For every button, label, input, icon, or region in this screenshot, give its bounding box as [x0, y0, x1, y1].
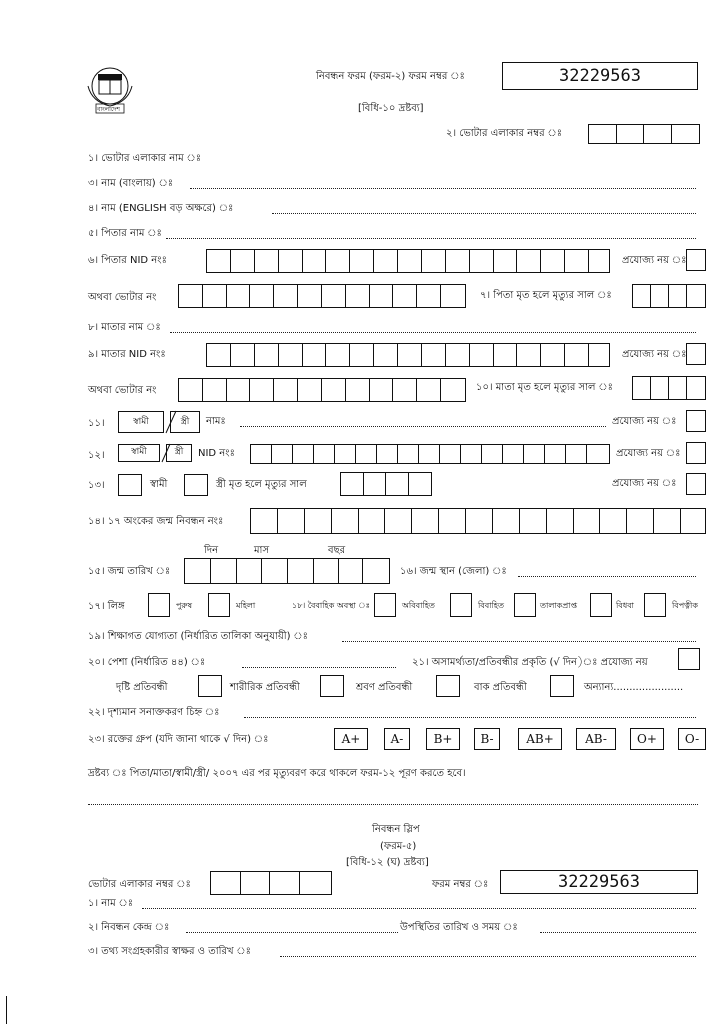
- field-9-mother-nid: ৯। মাতার NID নংঃ: [88, 349, 166, 360]
- slip-title: নিবন্ধন স্লিপ: [372, 824, 420, 835]
- slip-area-number-label: ভোটার এলাকার নম্বর ঃ: [88, 879, 191, 890]
- disability-physical-label: শারীরিক প্রতিবন্ধী: [230, 682, 300, 693]
- father-nid-boxes[interactable]: [206, 249, 610, 273]
- marital-married-checkbox[interactable]: [450, 593, 472, 617]
- education-input[interactable]: [342, 641, 696, 642]
- blood-group-b-neg[interactable]: B-: [474, 728, 500, 750]
- marital-widower-label: বিপত্নীক: [672, 601, 698, 610]
- blood-group-a-pos[interactable]: A+: [334, 728, 368, 750]
- blood-group-a-neg[interactable]: A-: [384, 728, 410, 750]
- gender-male-label: পুরুষ: [176, 601, 192, 610]
- field-9b-mother-voter-no: অথবা ভোটার নং: [88, 385, 157, 396]
- slip-form-number-box: 32229563: [500, 870, 698, 894]
- disability-hearing-checkbox[interactable]: [436, 675, 460, 697]
- field-15-dob: ১৫। জন্ম তারিখ ঃ: [88, 566, 171, 577]
- area-number-label: ২। ভোটার এলাকার নম্বর ঃ: [446, 128, 563, 139]
- field-11-label: ১১।: [88, 418, 105, 429]
- field-17-gender: ১৭। লিঙ্গ: [88, 601, 125, 612]
- slip-form-number-label: ফরম নম্বর ঃ: [432, 879, 489, 890]
- field-16-birth-district: ১৬। জন্ম স্থান (জেলা) ঃ: [400, 566, 507, 577]
- form-title: নিবন্ধন ফরম (ফরম-২) ফরম নম্বর ঃ: [316, 71, 465, 82]
- scan-edge-mark: [6, 996, 7, 1024]
- name-english-input[interactable]: [272, 213, 696, 214]
- ec-logo: [84, 64, 136, 116]
- marital-divorced-checkbox[interactable]: [514, 593, 536, 617]
- slip-subtitle: (ফরম-৫): [380, 841, 417, 852]
- slip-name-input[interactable]: [142, 908, 696, 909]
- gender-male-checkbox[interactable]: [148, 593, 170, 617]
- mother-nid-na-checkbox[interactable]: [686, 343, 706, 365]
- marital-unmarried-label: অবিবাহিত: [402, 601, 435, 610]
- wife-death-checkbox[interactable]: [184, 474, 208, 496]
- cut-line: [88, 804, 698, 805]
- field-13-husband: স্বামী: [150, 479, 168, 490]
- field-6-father-nid: ৬। পিতার NID নংঃ: [88, 255, 167, 266]
- gender-female-label: মহিলা: [236, 601, 256, 610]
- marital-unmarried-checkbox[interactable]: [374, 593, 396, 617]
- spouse-nid-na-checkbox[interactable]: [686, 442, 706, 464]
- blood-group-ab-pos[interactable]: AB+: [518, 728, 562, 750]
- field-14-birth-reg-no: ১৪। ১৭ অংকের জন্ম নিবন্ধন নংঃ: [88, 516, 224, 527]
- marital-widow-label: বিধবা: [616, 601, 634, 610]
- slip-field-2-date: উপস্থিতির তারিখ ও সময় ঃ: [400, 922, 518, 933]
- field-13-wife-death-year: স্ত্রী মৃত হলে মৃত্যুর সাল: [216, 479, 307, 490]
- dob-boxes[interactable]: [184, 558, 390, 584]
- field-12-label: ১২।: [88, 450, 105, 461]
- birth-reg-no-boxes[interactable]: [250, 508, 706, 534]
- spouse-wife-nid-tag[interactable]: স্ত্রী: [166, 444, 192, 462]
- marital-married-label: বিবাহিত: [478, 601, 505, 610]
- mother-nid-boxes[interactable]: [206, 343, 610, 367]
- field-23-blood-group: ২৩। রক্তের গ্রুপ (যদি জানা থাকে √ দিন) ঃ: [88, 734, 269, 745]
- spouse-wife-tag[interactable]: স্ত্রী: [170, 411, 200, 433]
- spouse-name-input[interactable]: [240, 426, 606, 427]
- slip-signature-input[interactable]: [280, 956, 696, 957]
- slip-field-2-center: ২। নিবন্ধন কেন্দ্র ঃ: [88, 922, 170, 933]
- marital-divorced-label: তালাকপ্রাপ্ত: [540, 601, 578, 610]
- disability-hearing-label: শ্রবণ প্রতিবন্ধী: [356, 682, 413, 693]
- dob-year-label: বছর: [328, 545, 346, 556]
- disability-sight-label: দৃষ্টি প্রতিবন্ধী: [116, 682, 168, 693]
- disability-speech-label: বাক প্রতিবন্ধী: [474, 682, 527, 693]
- spouse-name-na-checkbox[interactable]: [686, 410, 706, 432]
- spouse-death-year-boxes[interactable]: [340, 472, 432, 496]
- disability-na-checkbox[interactable]: [678, 648, 700, 670]
- field-7-father-death-year: ৭। পিতা মৃত হলে মৃত্যুর সাল ঃ: [480, 290, 612, 301]
- spouse-nid-boxes[interactable]: [250, 444, 610, 464]
- father-voter-no-boxes[interactable]: [178, 284, 466, 308]
- mother-name-input[interactable]: [170, 332, 696, 333]
- field-22-identification-mark: ২২। দৃশ্যমান সনাক্তকরণ চিহ্ন ঃ: [88, 707, 220, 718]
- field-21-disability: ২১। অসামর্থ্যতা/প্রতিবন্ধীর প্রকৃতি (√ দিন)ঃ প্রযোজ্য নয়: [412, 657, 648, 668]
- birth-district-input[interactable]: [518, 576, 696, 577]
- field-20-occupation: ২০। পেশা (নির্ধারিত ৪৪) ঃ: [88, 657, 206, 668]
- field-13-not-applicable: প্রযোজ্য নয় ঃ: [612, 478, 677, 489]
- slip-center-input[interactable]: [186, 932, 398, 933]
- occupation-input[interactable]: [242, 667, 396, 668]
- field-6b-father-voter-no: অথবা ভোটার নং: [88, 292, 157, 303]
- field-3-name-bangla: ৩। নাম (বাংলায়) ঃ: [88, 178, 174, 189]
- father-name-input[interactable]: [166, 238, 696, 239]
- field-18-marital-status: ১৮। বৈবাহিক অবস্থা ঃ: [292, 601, 370, 610]
- father-death-year-boxes[interactable]: [632, 284, 706, 308]
- blood-group-ab-neg[interactable]: AB-: [576, 728, 616, 750]
- field-8-mother-name: ৮। মাতার নাম ঃ: [88, 322, 161, 333]
- mother-death-year-boxes[interactable]: [632, 376, 706, 400]
- dob-month-label: মাস: [254, 545, 270, 556]
- mother-voter-no-boxes[interactable]: [178, 378, 466, 402]
- field-6-not-applicable: প্রযোজ্য নয় ঃ: [622, 255, 687, 266]
- form-number-box: 32229563: [502, 62, 698, 90]
- spouse-husband-nid-tag[interactable]: স্বামী: [118, 444, 160, 462]
- field-19-education: ১৯। শিক্ষাগত যোগ্যতা (নির্ধারিত তালিকা অনুযায়ী) ঃ: [88, 631, 308, 642]
- field-11-name-label: নামঃ: [206, 416, 226, 427]
- husband-death-checkbox[interactable]: [118, 474, 142, 496]
- field-13-label: ১৩।: [88, 480, 105, 491]
- logo-caption: বাংলাদেশ: [97, 106, 120, 113]
- field-12-not-applicable: প্রযোজ্য নয় ঃ: [616, 448, 681, 459]
- spouse-husband-tag[interactable]: স্বামী: [118, 411, 164, 433]
- disability-speech-checkbox[interactable]: [550, 675, 574, 697]
- field-5-father-name: ৫। পিতার নাম ঃ: [88, 228, 162, 239]
- field-12-nid-label: NID নংঃ: [198, 448, 235, 459]
- disability-sight-checkbox[interactable]: [198, 675, 222, 697]
- marital-widow-checkbox[interactable]: [590, 593, 612, 617]
- slip-area-number-boxes[interactable]: [210, 871, 332, 895]
- field-10-mother-death-year: ১০। মাতা মৃত হলে মৃত্যুর সাল ঃ: [476, 382, 613, 393]
- field-1-area-name: ১। ভোটার এলাকার নাম ঃ: [88, 153, 202, 164]
- field-11-not-applicable: প্রযোজ্য নয় ঃ: [612, 416, 677, 427]
- slip-field-1-name: ১। নাম ঃ: [88, 898, 134, 909]
- father-nid-na-checkbox[interactable]: [686, 249, 706, 271]
- gender-female-checkbox[interactable]: [208, 593, 230, 617]
- dob-day-label: দিন: [204, 545, 219, 556]
- field-4-name-english: ৪। নাম (ENGLISH বড় অক্ষরে) ঃ: [88, 203, 234, 214]
- identification-mark-input[interactable]: [244, 717, 696, 718]
- slip-field-3-signature: ৩। তথ্য সংগ্রহকারীর স্বাক্ষর ও তারিখ ঃ: [88, 946, 252, 957]
- blood-group-b-pos[interactable]: B+: [426, 728, 460, 750]
- slip-rule-reference: [বিধি-১২ (ঘ) দ্রষ্টব্য]: [346, 857, 429, 868]
- area-number-boxes[interactable]: [588, 124, 700, 144]
- name-bangla-input[interactable]: [190, 188, 696, 189]
- rule-reference: [বিধি-১০ দ্রষ্টব্য]: [358, 103, 424, 114]
- field-9-not-applicable: প্রযোজ্য নয় ঃ: [622, 349, 687, 360]
- marital-widower-checkbox[interactable]: [644, 593, 666, 617]
- slip-date-input[interactable]: [540, 932, 696, 933]
- blood-group-o-pos[interactable]: O+: [630, 728, 664, 750]
- spouse-death-na-checkbox[interactable]: [686, 473, 706, 495]
- disability-physical-checkbox[interactable]: [320, 675, 344, 697]
- note-text: দ্রষ্টব্য ঃ পিতা/মাতা/স্বামী/স্ত্রী/ ২০০৭ এর পর মৃত্যুবরণ করে থাকলে ফরম-১২ পূরণ করতে হবে।: [88, 768, 466, 779]
- blood-group-o-neg[interactable]: O-: [678, 728, 706, 750]
- disability-other-label: অন্যান্য......................: [584, 682, 684, 693]
